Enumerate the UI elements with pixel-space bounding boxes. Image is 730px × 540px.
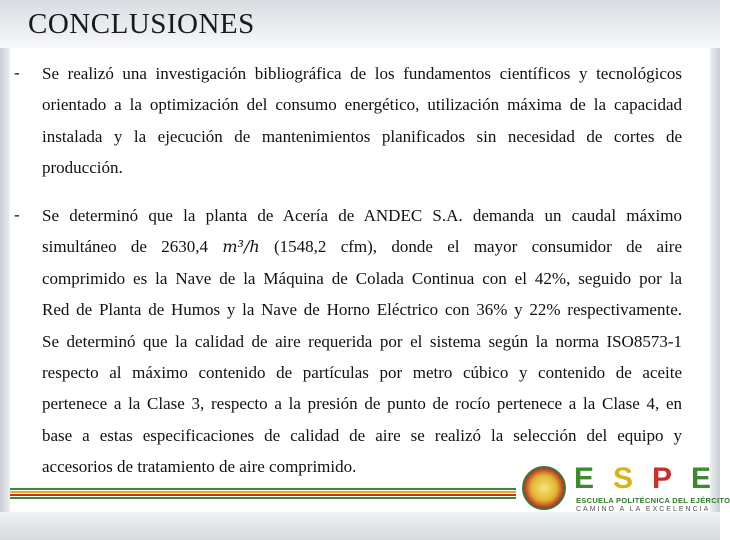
paragraph-line-with-math <box>42 231 682 262</box>
logo-letter: E <box>574 462 614 495</box>
title-bar <box>0 0 720 48</box>
school-name: ESCUELA POLITÉCNICA DEL EJÉRCITO <box>576 496 730 505</box>
espe-emblem-icon <box>522 466 566 510</box>
logo-letter: S <box>613 462 653 495</box>
flow-unit-math: m³/h <box>222 237 260 257</box>
conclusion-paragraph-1 <box>42 58 682 184</box>
espe-wordmark <box>574 462 730 496</box>
decorative-stripes <box>10 488 516 500</box>
line-text: simultáneo de 2630,4 <box>42 237 209 257</box>
paragraph-line: respecto al máximo contenido de partículas por metro cúbico y contenido de aceite <box>42 362 682 382</box>
paragraph-line: accesorios de tratamiento de aire comprimido. <box>42 457 357 477</box>
page-title: CONCLUSIONES <box>28 8 255 40</box>
left-frame <box>0 48 10 540</box>
paragraph-line: comprimido es la Nave de la Máquina de Colada Continua con el 42%, seguido por la <box>42 268 682 288</box>
logo-letter: P <box>652 462 692 495</box>
paragraph-line: base a estas especificaciones de calidad de aire se realizó la selección del equipo y <box>42 425 682 445</box>
bottom-frame <box>0 512 720 540</box>
paragraph-line: Red de Planta de Humos y la Nave de Horno Eléctrico con 36% y 22% respectivamente. <box>42 300 682 320</box>
line-text: (1548,2 cfm), donde el mayor consumidor de aire <box>273 237 683 257</box>
paragraph-line: Se realizó una investigación bibliográfica de los fundamentos científicos y tecnológicos <box>42 64 682 83</box>
bullet-1: - <box>14 63 20 82</box>
espe-logo <box>522 462 730 516</box>
paragraph-line: Se determinó que la calidad de aire requerida por el sistema según la norma ISO8573-1 <box>42 331 682 351</box>
conclusion-paragraph-2 <box>42 200 682 483</box>
paragraph-line: pertenece a la Clase 3, respecto a la presión de punto de rocío pertenece a la Clase 4, en <box>42 394 682 414</box>
bullet-2: - <box>14 205 20 224</box>
paragraph-line: producción. <box>42 158 123 178</box>
logo-letter: E <box>691 462 730 495</box>
school-motto: CAMINO A LA EXCELENCIA <box>576 506 711 513</box>
paragraph-line: Se determinó que la planta de Acería de ANDEC S.A. demanda un caudal máximo <box>42 206 682 225</box>
paragraph-line: orientado a la optimización del consumo energético, utilización máxima de la capacidad <box>42 95 682 115</box>
paragraph-line: instalada y la ejecución de mantenimientos planificados sin necesidad de cortes de <box>42 126 682 146</box>
